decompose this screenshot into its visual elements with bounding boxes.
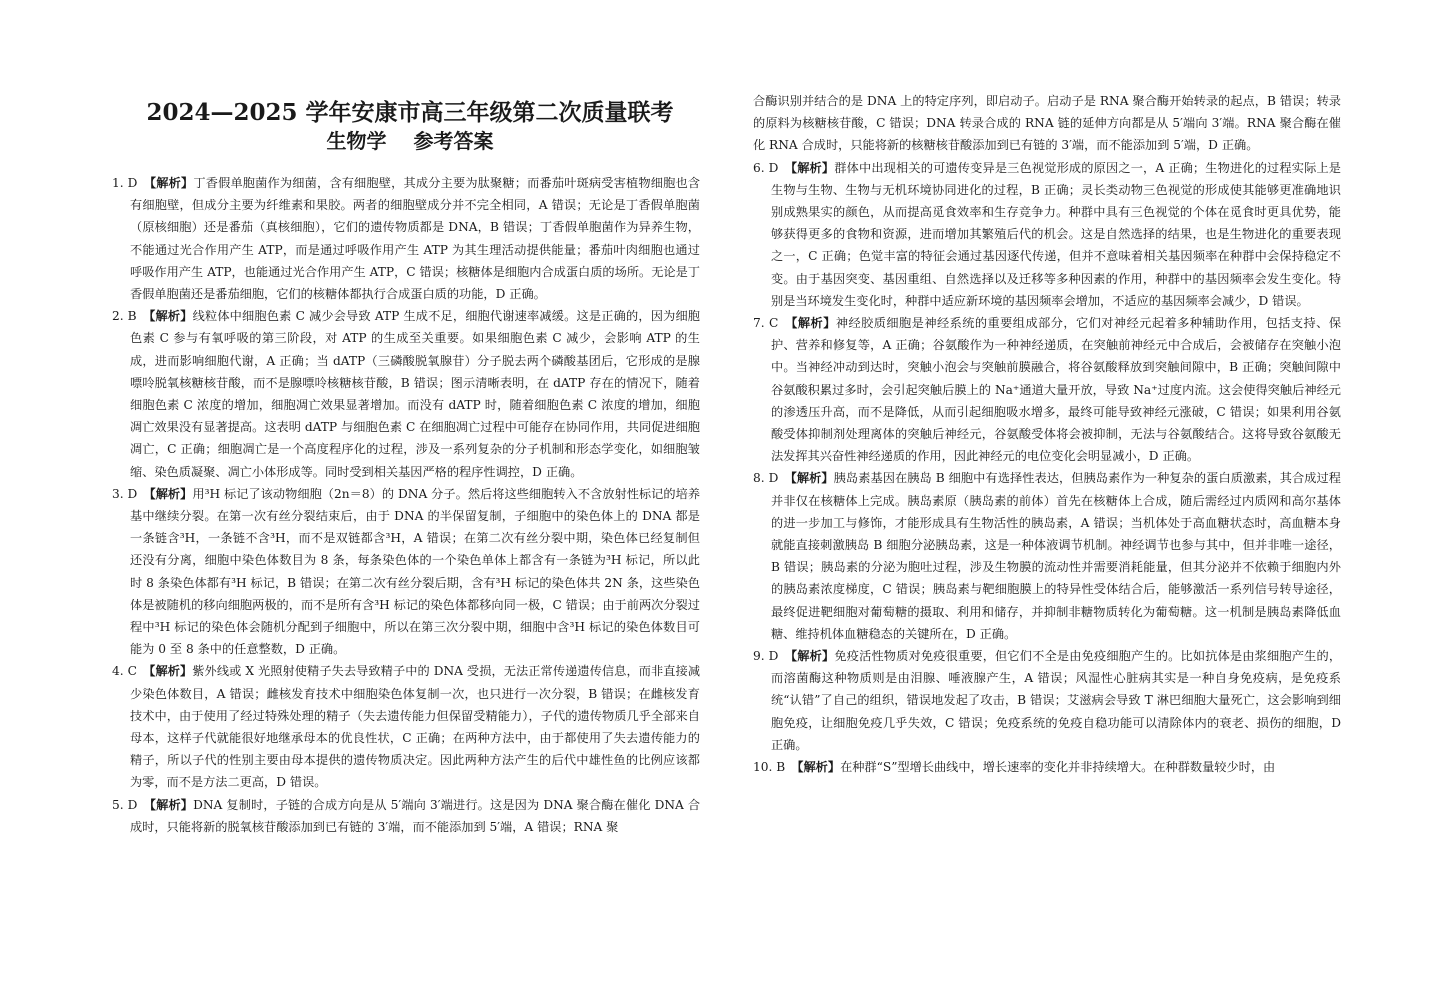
- answer-item: 7. C 【解析】神经胶质细胞是神经系统的重要组成部分，它们对神经元起着多种辅助作用，包括支持、保护、营养和修复等，A 正确；谷氨酸作为一种神经递质，在突触前神经元中合成后，会被储存在突触小泡中。当神经冲动到达时，突触小泡会与突触前膜融合，将谷氨酸释放到突触间隙中，B 正确；突触间隙中谷氨酸积累过多时，会引起突触后膜上的 Na⁺通道大量开放，导致 Na⁺过度内流。这会使得突触后神经元的渗透压升高，而不是降低，从而引起细胞吸水增多，最终可能导致神经元涨破，C 错误；如果利用谷氨酸受体抑制剂处理离体的突触后神经元，谷氨酸受体将会被抑制，无法与谷氨酸结合。这将导致谷氨酸无法发挥其兴奋性神经递质的作用，因此神经元的电位变化会明显减小，D 正确。: [753, 316, 1342, 464]
- answer-item: 1. D 【解析】丁香假单胞菌作为细菌，含有细胞壁，其成分主要为肽聚糖；而番茄叶斑病受害植物细胞也含有细胞壁，但成分主要为纤维素和果胶。两者的细胞壁成分并不完全相同，A 错误；无论是丁香假单胞菌（原核细胞）还是番茄（真核细胞），它们的遗传物质都是 DNA，B 错误；丁香假单胞菌作为异养生物，不能通过光合作用产生 ATP，而是通过呼吸作用产生 ATP 为其生理活动提供能量；番茄叶肉细胞也通过呼吸作用产生 ATP，也能通过光合作用产生 ATP，C 错误；核糖体是细胞内合成蛋白质的场所。无论是丁香假单胞菌还是番茄细胞，它们的核糖体都执行合成蛋白质的功能，D 正确。: [112, 176, 701, 302]
- answer-item: 10. B 【解析】在种群“S”型增长曲线中，增长速率的变化并非持续增大。在种群数量较少时，由: [753, 760, 1276, 775]
- answer-item: 3. D 【解析】用³H 标记了该动物细胞（2n＝8）的 DNA 分子。然后将这些细胞转入不含放射性标记的培养基中继续分裂。在第一次有丝分裂结束后，由于 DNA 的半保留复制，子细胞中的染色体上的 DNA 都是一条链含³H，一条链不含³H，而不是双链都含³H，A 错误；在第二次有丝分裂中期，染色体已经复制但还没有分离，细胞中染色体数目为 8 条，每条染色体的一个染色单体上都含有一条链为³H 标记，所以此时 8 条染色体都有³H 标记，B 错误；在第二次有丝分裂后期，含有³H 标记的染色体共 2N 条，这些染色体是被随机的移向细胞两极的，而不是所有含³H 标记的染色体都移向同一极，C 错误；由于前两次分裂过程中³H 标记的染色体会随机分配到子细胞中，所以在第三次分裂中期，细胞中含³H 标记的染色体数目可能为 0 至 8 条中的任意整数，D 正确。: [112, 486, 701, 657]
- answer-item: 4. C 【解析】紫外线或 X 光照射使精子失去导致精子中的 DNA 受损，无法正常传递遗传信息，而非直接减少染色体数目，A 错误；雌核发育技术中细胞染色体复制一次，也只进行一次分裂，B 错误；在雌核发育技术中，由于使用了经过特殊处理的精子（失去遗传能力但保留受精能力），子代的遗传物质几乎全部来自母本，这样子代就能很好地继承母本的优良性状，C 正确；在两种方法中，由于都使用了失去遗传能力的精子，所以子代的性别主要由母本提供的遗传物质决定。因此两种方法产生的后代中雄性鱼的比例应该都为零，而不是方法二更高，D 错误。: [112, 664, 701, 790]
- answer-item: 9. D 【解析】免疫活性物质对免疫很重要，但它们不全是由免疫细胞产生的。比如抗体是由浆细胞产生的，而溶菌酶这种物质则是由泪腺、唾液腺产生，A 错误；风湿性心脏病其实是一种自身免疫病，是免疫系统“认错”了自己的组织，错误地发起了攻击，B 错误；艾滋病会导致 T 淋巴细胞大量死亡，这会影响到细胞免疫，让细胞免疫几乎失效，C 错误；免疫系统的免疫自稳功能可以清除体内的衰老、损伤的细胞，D 正确。: [753, 649, 1342, 752]
- left-column: [112, 172, 700, 838]
- page-subtitle: 生物学 参考答案: [326, 129, 494, 153]
- answer-item: 6. D 【解析】群体中出现相关的可遗传变异是三色视觉形成的原因之一，A 正确；生物进化的过程实际上是生物与生物、生物与无机环境协同进化的过程，B 正确；灵长类动物三色视觉的形成使其能够更准确地识别成熟果实的颜色，从而提高觅食效率和生存竞争力。种群中具有三色视觉的个体在觅食时更具优势，能够获得更多的食物和资源，进而增加其繁殖后代的机会。这是自然选择的结果，也是生物进化的重要表现之一，C 正确；色觉丰富的特征会通过基因逐代传递，但并不意味着相关基因频率在种群中会保持稳定不变。由于基因突变、基因重组、自然选择以及迁移等多种因素的作用，种群中的基因频率会发生变化。特别是当环境发生变化时，种群中适应新环境的基因频率会增加，不适应的基因频率会减少，D 错误。: [753, 160, 1341, 308]
- right-column: [753, 90, 1341, 778]
- answer-item: 2. B 【解析】线粒体中细胞色素 C 减少会导致 ATP 生成不足，细胞代谢速率减缓。这是正确的，因为细胞色素 C 参与有氧呼吸的第三阶段，对 ATP 的生成至关重要。如果细胞色素 C 减少，会影响 ATP 的生成，进而影响细胞代谢，A 正确；当 dATP（三磷酸脱氧腺苷）分子脱去两个磷酸基团后，它形成的是腺嘌呤脱氧核糖核苷酸，而不是腺嘌呤核糖核苷酸，B 错误；图示清晰表明，在 dATP 存在的情况下，随着细胞色素 C 浓度的增加，细胞凋亡效果显著增加。而没有 dATP 时，随着细胞色素 C 浓度的增加，细胞凋亡效果没有显著提高。这表明 dATP 与细胞色素 C 在细胞凋亡过程中可能存在协同作用，共同促进细胞凋亡，C 正确；细胞凋亡是一个高度程序化的过程，涉及一系列复杂的分子机制和形态学变化，如细胞皱缩、染色质凝聚、凋亡小体形成等。同时受到相关基因严格的程序性调控，D 正确。: [112, 309, 700, 479]
- page-title: 2024—2025 学年安康市高三年级第二次质量联考: [146, 99, 674, 126]
- answer-continuation: 合酶识别并结合的是 DNA 上的特定序列，即启动子。启动子是 RNA 聚合酶开始转录的起点，B 错误；转录的原料为核糖核苷酸，C 错误；DNA 转录合成的 RNA 链的延伸方向都是从 5′端向 3′端。RNA 聚合酶在催化 RNA 合成时，只能将新的核糖核苷酸添加到已有链的 3′端，而不能添加到 5′端，D 正确。: [753, 94, 1341, 153]
- answer-item: 5. D 【解析】DNA 复制时，子链的合成方向是从 5′端向 3′端进行。这是因为 DNA 聚合酶在催化 DNA 合成时，只能将新的脱氧核苷酸添加到已有链的 3′端，而不能添加到 5′端，A 错误；RNA 聚: [112, 797, 701, 834]
- answer-item: 8. D 【解析】胰岛素基因在胰岛 B 细胞中有选择性表达，但胰岛素作为一种复杂的蛋白质激素，其合成过程并非仅在核糖体上完成。胰岛素原（胰岛素的前体）首先在核糖体上合成，随后需经过内质网和高尔基体的进一步加工与修饰，才能形成具有生物活性的胰岛素，A 错误；当机体处于高血糖状态时，高血糖本身就能直接刺激胰岛 B 细胞分泌胰岛素，这是一种体液调节机制。神经调节也参与其中，但并非唯一途径，B 错误；胰岛素的分泌为胞吐过程，涉及生物膜的流动性并需要消耗能量，但其分泌并不依赖于细胞内外的胰岛素浓度梯度，C 错误；胰岛素与靶细胞膜上的特异性受体结合后，能够激活一系列信号转导途径，最终促进靶细胞对葡萄糖的摄取、利用和储存，并抑制非糖物质转化为葡萄糖。这一机制是胰岛素降低血糖、维持机体血糖稳态的关键所在，D 正确。: [753, 471, 1341, 641]
